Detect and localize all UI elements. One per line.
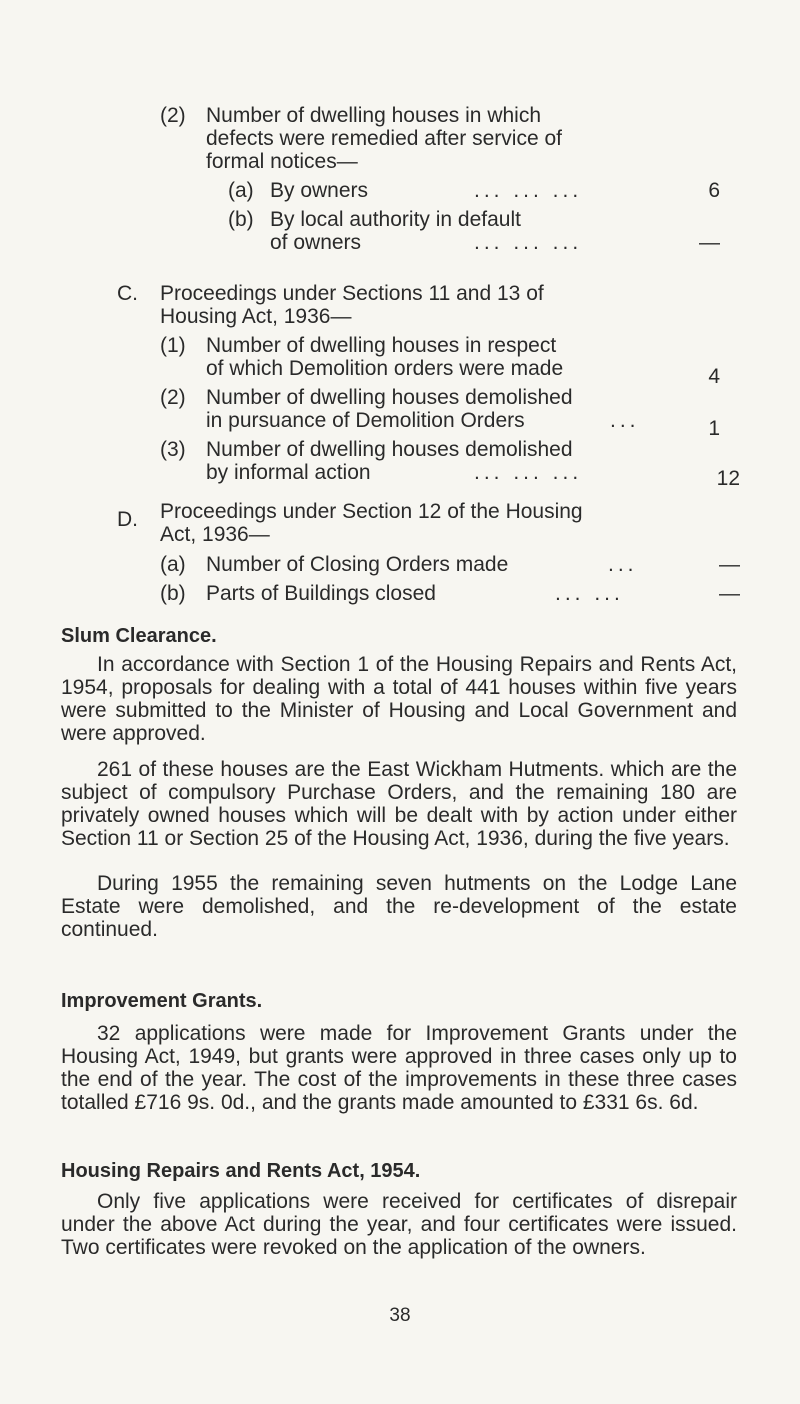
section-c-item2-leader: ... [610,409,640,432]
item-2b-label: (b) [228,208,254,231]
section-d-a-text: Number of Closing Orders made [206,553,509,576]
section-d-letter: D. [117,508,138,531]
item-2a-value: 6 [708,179,720,202]
improvement-grants-paragraph [61,1022,737,1114]
section-c-item2-number: (2) [160,386,186,409]
item-2b-leader: ... ... ... [474,231,583,254]
section-d-b-leader: ... ... [555,582,624,605]
section-d-a-label: (a) [160,553,186,576]
section-c-item3-number: (3) [160,438,186,461]
slum-clearance-paragraph-1 [61,653,737,745]
item-2-line3: formal notices— [206,150,358,173]
slum-clearance-paragraph-2 [61,758,737,850]
section-d-b-label: (b) [160,582,186,605]
slum-p2-text: 261 of these houses are the East Wickham Hutments. which are the subject of compulsory Purchase Orders, and the remaining 180 are privately owned houses which will be dealt with by action under either Section 11 or Section 25 of the Housing Act, 1936, during the five years. [61,758,737,850]
section-d-b-text: Parts of Buildings closed [206,582,436,605]
section-d-line2: Act, 1936— [160,523,270,546]
section-d-a-value: — [719,553,740,576]
item-2b-text1: By local authority in default [270,208,521,231]
section-c-item1-line1: Number of dwelling houses in respect [206,334,557,357]
section-d-line1: Proceedings under Section 12 of the Housing [160,500,583,523]
section-d-a-leader: ... [608,553,638,576]
housing-repairs-heading: Housing Repairs and Rents Act, 1954. [61,1160,421,1182]
slum-clearance-paragraph-3 [61,872,737,941]
section-c-line2: Housing Act, 1936— [160,305,352,328]
item-2b-value: — [699,231,720,254]
section-c-line1: Proceedings under Sections 11 and 13 of [160,282,544,305]
item-2b-text2: of owners [270,231,362,254]
section-c-item2-line1: Number of dwelling houses demolished [206,386,573,409]
housing-repairs-paragraph [61,1190,737,1259]
section-c-item3-leader: ... ... ... [474,461,583,484]
repairs-p1-text: Only five applications were received for certificates of disrepair under the above Act during the year, and four certificates were issued. Two certificates were revoked on the application of the owners. [61,1190,737,1259]
section-c-letter: C. [117,282,138,305]
section-c-item3-line1: Number of dwelling houses demolished [206,438,573,461]
section-c-item1-number: (1) [160,334,186,357]
page-number: 38 [389,1305,411,1326]
improvement-p1-text: 32 applications were made for Improvement Grants under the Housing Act, 1949, but grants were approved in three cases only up to the end of the year. The cost of the improvements in these three cases totalled £716 9s. 0d., and the grants made amounted to £331 6s. 6d. [61,1022,737,1114]
section-c-item3-value: 12 [716,467,740,490]
item-2a-label: (a) [228,179,254,202]
item-2a-leader: ... ... ... [474,179,583,202]
section-c-item1-value: 4 [708,365,720,388]
slum-p1-text: In accordance with Section 1 of the Housing Repairs and Rents Act, 1954, proposals for dealing with a total of 441 houses within five years were submitted to the Minister of Housing and Local Government and were approved. [61,653,737,745]
slum-clearance-heading: Slum Clearance. [61,625,217,647]
section-c-item1-line2: of which Demolition orders were made [206,357,564,380]
item-2-number: (2) [160,104,186,127]
item-2-line2: defects were remedied after service of [206,127,562,150]
slum-p3-text: During 1955 the remaining seven hutments on the Lodge Lane Estate were demolished, and the re-development of the estate continued. [61,872,737,941]
item-2-line1: Number of dwelling houses in which [206,104,542,127]
section-d-b-value: — [719,582,740,605]
item-2a-text: By owners [270,179,369,202]
improvement-grants-heading: Improvement Grants. [61,990,263,1012]
section-c-item2-line2: in pursuance of Demolition Orders [206,409,525,432]
section-c-item3-line2: by informal action [206,461,371,484]
section-c-item2-value: 1 [708,417,720,440]
